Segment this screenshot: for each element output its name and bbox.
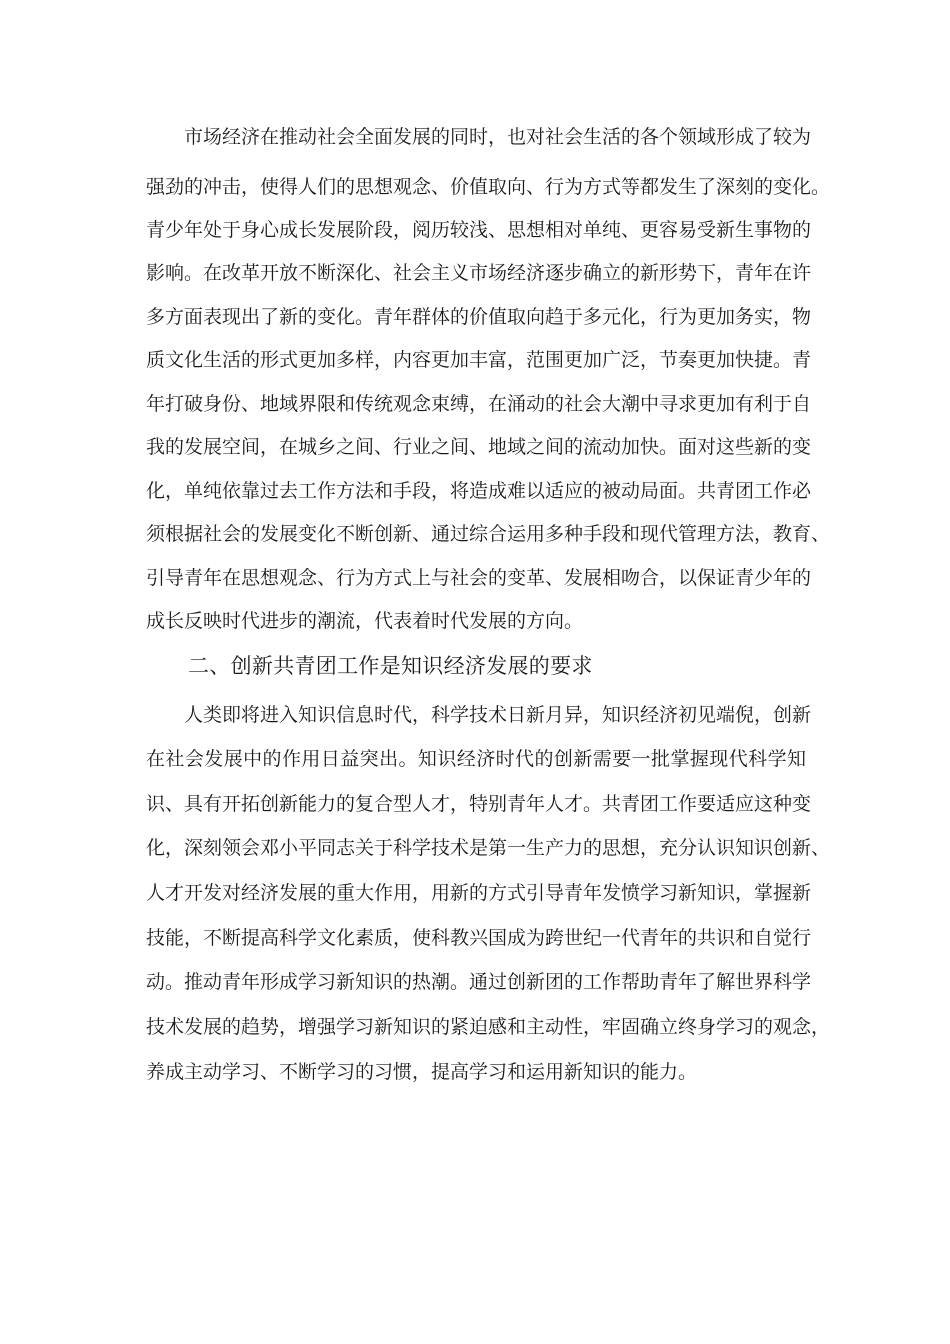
paragraph-2-line-8: 技术发展的趋势，增强学习新知识的紧迫感和主动性，牢固确立终身学习的观念， [146,1016,831,1038]
paragraph-2-line-7: 动。推动青年形成学习新知识的热潮。通过创新团的工作帮助青年了解世界科学 [146,971,812,993]
paragraph-1-line-8: 我的发展空间，在城乡之间、行业之间、地域之间的流动加快。面对这些新的变 [146,436,812,458]
paragraph-2-line-1: 人类即将进入知识信息时代，科学技术日新月异，知识经济初见端倪，创新 [184,704,812,726]
paragraph-2-line-2: 在社会发展中的作用日益突出。知识经济时代的创新需要一批掌握现代科学知 [146,748,806,770]
paragraph-1-line-7: 年打破身份、地域界限和传统观念束缚，在涌动的社会大潮中寻求更加有利于自 [146,393,812,415]
paragraph-2-line-3: 识、具有开拓创新能力的复合型人才，特别青年人才。共青团工作要适应这种变 [146,793,812,815]
paragraph-1-line-6: 质文化生活的形式更加多样，内容更加丰富，范围更加广泛，节奏更加快捷。青 [146,349,812,371]
paragraph-1-line-4: 影响。在改革开放不断深化、社会主义市场经济逐步确立的新形势下，青年在许 [146,262,812,284]
paragraph-2-line-5: 人才开发对经济发展的重大作用，用新的方式引导青年发愤学习新知识，掌握新 [146,882,812,904]
paragraph-1-line-9: 化，单纯依靠过去工作方法和手段，将造成难以适应的被动局面。共青团工作必 [146,480,812,502]
paragraph-2-line-4: 化，深刻领会邓小平同志关于科学技术是第一生产力的思想，充分认识知识创新、 [146,837,831,859]
section-heading: 二、创新共青团工作是知识经济发展的要求 [188,654,593,678]
paragraph-2-line-9: 养成主动学习、不断学习的习惯，提高学习和运用新知识的能力。 [146,1061,698,1083]
paragraph-1-line-10: 须根据社会的发展变化不断创新、通过综合运用多种手段和现代管理方法，教育、 [146,523,831,545]
paragraph-1-line-2: 强劲的冲击，使得人们的思想观念、价值取向、行为方式等都发生了深刻的变化。 [146,176,831,198]
paragraph-1-line-11: 引导青年在思想观念、行为方式上与社会的变革、发展相吻合，以保证青少年的 [146,567,812,589]
paragraph-1-line-12: 成长反映时代进步的潮流，代表着时代发展的方向。 [146,610,584,632]
paragraph-2-line-6: 技能，不断提高科学文化素质，使科教兴国成为跨世纪一代青年的共识和自觉行 [146,927,812,949]
paragraph-1-line-5: 多方面表现出了新的变化。青年群体的价值取向趋于多元化，行为更加务实，物 [146,306,812,328]
paragraph-1-line-1: 市场经济在推动社会全面发展的同时，也对社会生活的各个领域形成了较为 [184,126,812,148]
paragraph-1-line-3: 青少年处于身心成长发展阶段，阅历较浅、思想相对单纯、更容易受新生事物的 [146,219,812,241]
